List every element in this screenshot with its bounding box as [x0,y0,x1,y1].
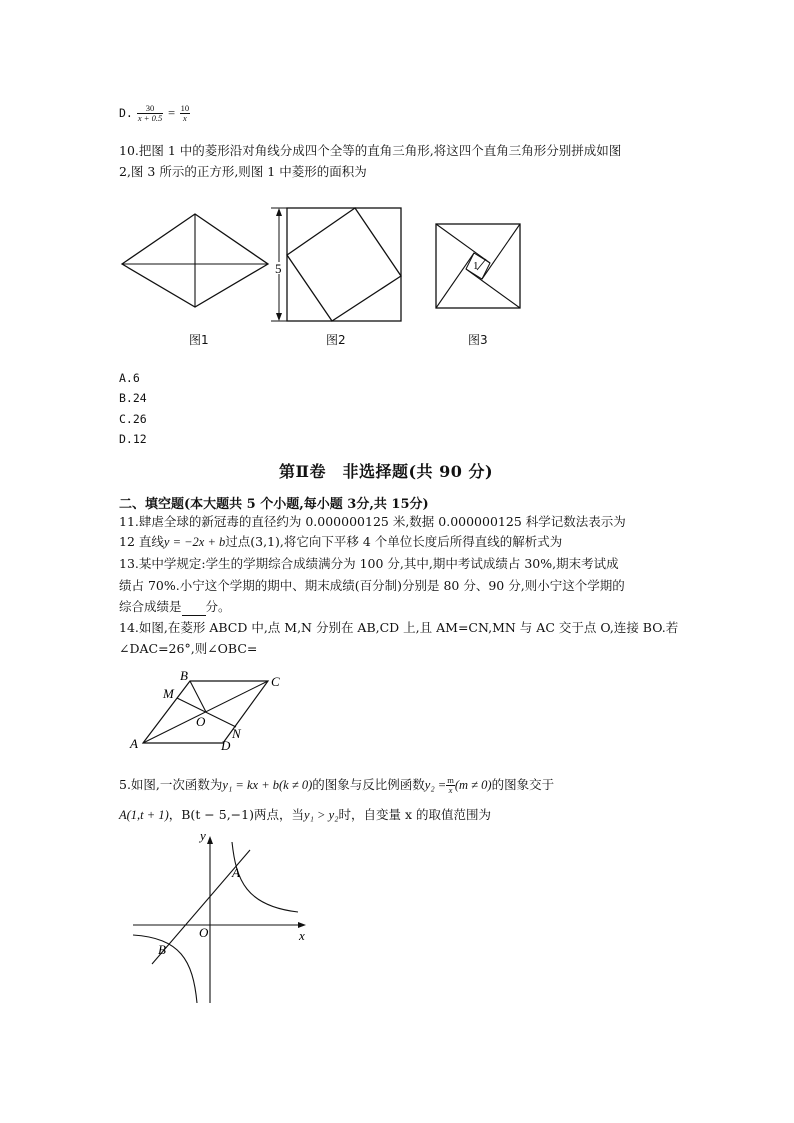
svg-text:B: B [158,942,166,957]
svg-text:D: D [221,738,231,753]
q11-text: 11.肆虐全球的新冠毒的直径约为 0.000000125 米,数据 0.000000125 科学记数法表示为 [119,514,626,529]
fig3-inner-label: 1 [473,260,479,272]
svg-text:M: M [163,686,174,701]
fraction: $\frac{30}{x + 0.5}$ [137,103,163,123]
svg-text:x: x [299,928,305,943]
q10-line-1: 10.把图 1 中的菱形沿对角线分成四个全等的直角三角形,将这四个直角三角形分别拼成如图 [119,143,622,158]
svg-text:O: O [199,925,209,940]
section-heading: 二、填空题(本大题共 5 个小题,每小题 3分,共 15分) [119,497,429,512]
q14-line-2: ∠DAC=26°,则∠OBC= [119,641,258,656]
fraction: $\frac{m}{x}$ [447,775,454,795]
y1-equation: y₁ = kx + b(k ≠ 0) [222,778,313,792]
figure-3-caption: 图3 [468,333,488,347]
q14-line-1: 14.如图,在菱形 ABCD 中,点 M,N 分别在 AB,CD 上,且 AM=CN,MN 与 AC 交于点 O,连接 BO.若 [119,620,679,635]
q12-formula: y = −2x + b [163,535,226,549]
equals-sign: = [167,106,176,120]
figure-2-caption: 图2 [326,333,346,347]
svg-text:C: C [271,674,280,689]
q13-line-1: 13.某中学规定:学生的学期综合成绩满分为 100 分,其中,期中考试成绩占 30%,期末考试成 [119,556,619,571]
svg-text:B: B [180,668,188,683]
svg-text:O: O [196,714,206,729]
fraction: $\frac{10}{x}$ [180,103,190,123]
part-2-title: 第Ⅱ卷 非选择题(共 90 分) [279,462,494,481]
svg-text:y: y [200,828,206,843]
svg-text:A: A [232,865,240,880]
q13-line-2: 绩占 70%.小宁这个学期的期中、期末成绩(百分制)分别是 80 分、90 分,则小宁这个学期的 [119,578,625,593]
q15-line-2: A(1,t + 1)，B(t − 5,−1)两点，当y₁ > y₂时，自变量 x 的取值范围为 [119,807,491,822]
q15-line-1: 5.如图,一次函数为y₁ = kx + b(k ≠ 0)的图象与反比例函数y₂ = $\frac{m}{x}$ (m ≠ 0)的图象交于 [119,775,555,795]
option-c: C.26 [119,412,147,426]
q13-line-3: 综合成绩是 分。 [119,599,231,614]
option-label: D. [119,106,133,120]
option-a: A.6 [119,371,140,385]
svg-text:A: A [130,736,138,751]
q12-text: 12 直线y = −2x + b过点(3,1),将它向下平移 4 个单位长度后所得直线的解析式为 [119,534,563,549]
figure-1-caption: 图1 [189,333,209,347]
option-b: B.24 [119,391,147,405]
q10-line-2: 2,图 3 所示的正方形,则图 1 中菱形的面积为 [119,164,367,179]
option-d: D.12 [119,432,147,446]
point-a: A(1,t + 1) [119,808,169,822]
svg-text:N: N [232,726,241,741]
fig2-side-label: 5 [275,261,282,276]
